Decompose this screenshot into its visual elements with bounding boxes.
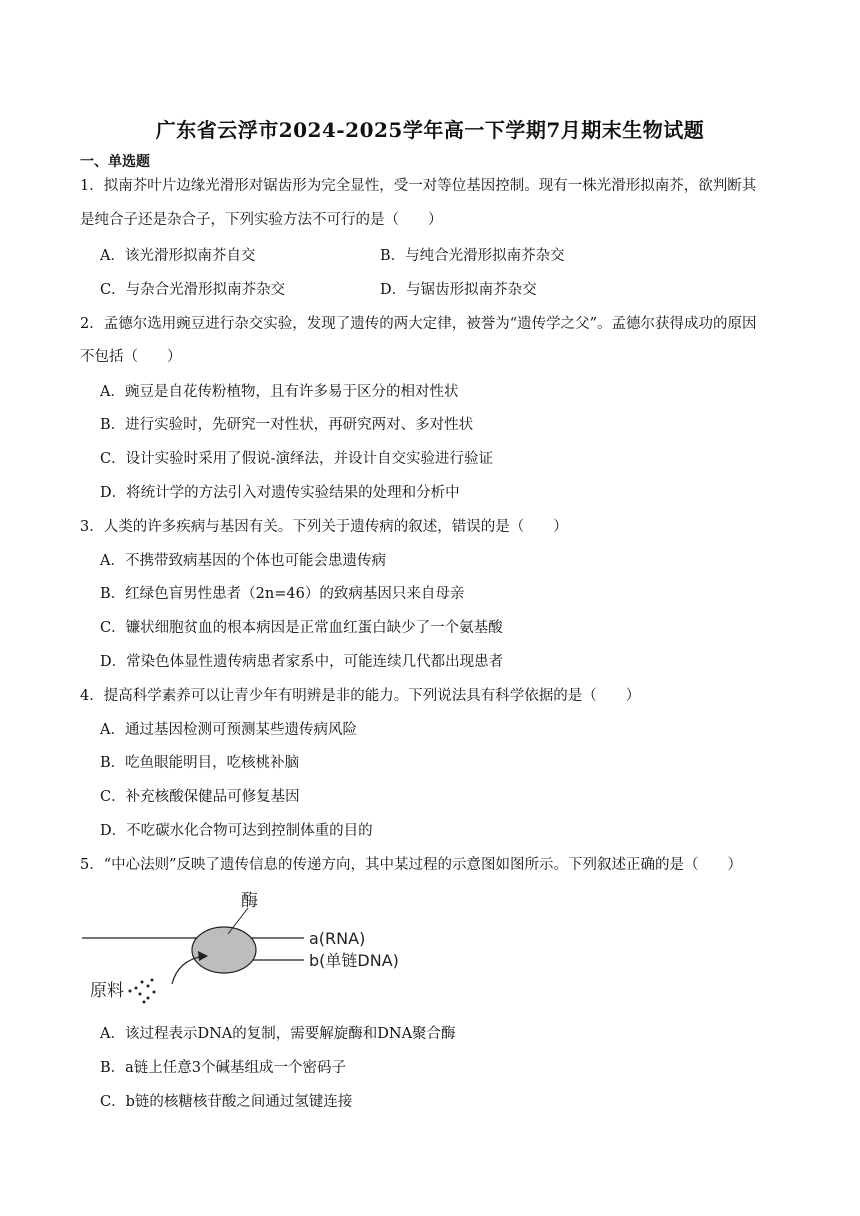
q2-option-a: A．豌豆是自花传粉植物，且有许多易于区分的相对性状 bbox=[100, 384, 459, 400]
enzyme-label: 酶 bbox=[241, 891, 258, 911]
q4-option-a: A．通过基因检测可预测某些遗传病风险 bbox=[100, 722, 357, 738]
q5-option-a: A．该过程表示DNA的复制，需要解旋酶和DNA聚合酶 bbox=[100, 1026, 456, 1042]
material-dots bbox=[129, 979, 156, 1004]
q3-option-a: A．不携带致病基因的个体也可能会患遗传病 bbox=[100, 553, 386, 569]
q2-option-d: D．将统计学的方法引入对遗传实验结果的处理和分析中 bbox=[100, 485, 460, 501]
q1-option-b: B．与纯合光滑形拟南芥杂交 bbox=[380, 248, 565, 264]
q5-option-c: C．b链的核糖核苷酸之间通过氢键连接 bbox=[100, 1094, 353, 1110]
section-heading: 一、单选题 bbox=[80, 154, 150, 170]
page-title: 广东省云浮市2024-2025学年高一下学期7月期末生物试题 bbox=[155, 118, 705, 142]
q3-option-d: D．常染色体显性遗传病患者家系中，可能连续几代都出现患者 bbox=[100, 654, 504, 670]
q3-stem: 3．人类的许多疾病与基因有关。下列关于遗传病的叙述，错误的是（ ） bbox=[80, 519, 568, 535]
q2-stem-line2: 不包括（ ） bbox=[80, 349, 182, 365]
q5-stem: 5．“中心法则”反映了遗传信息的传递方向，其中某过程的示意图如图所示。下列叙述正确的是（ ） bbox=[80, 857, 743, 873]
strand-b-label: b(单链DNA) bbox=[309, 951, 399, 970]
q3-option-c: C．镰状细胞贫血的根本病因是正常血红蛋白缺少了一个氨基酸 bbox=[100, 620, 503, 636]
q2-stem-line1: 2．孟德尔选用豌豆进行杂交实验，发现了遗传的两大定律，被誉为“遗传学之父”。孟德尔获得成功的原因 bbox=[80, 316, 757, 332]
q2-option-b: B．进行实验时，先研究一对性状，再研究两对、多对性状 bbox=[100, 417, 474, 433]
q1-option-c: C．与杂合光滑形拟南芥杂交 bbox=[100, 282, 286, 298]
transcription-diagram bbox=[78, 888, 438, 1013]
q4-option-b: B．吃鱼眼能明目，吃核桃补脑 bbox=[100, 755, 300, 771]
q3-option-b: B．红绿色盲男性患者（2n=46）的致病基因只来自母亲 bbox=[100, 586, 465, 602]
q5-option-b: B．a链上任意3个碱基组成一个密码子 bbox=[100, 1060, 347, 1076]
q1-stem-line2: 是纯合子还是杂合子，下列实验方法不可行的是（ ） bbox=[80, 212, 443, 228]
q4-stem: 4．提高科学素养可以让青少年有明辨是非的能力。下列说法具有科学依据的是（ ） bbox=[80, 688, 641, 704]
q1-stem-line1: 1．拟南芥叶片边缘光滑形对锯齿形为完全显性，受一对等位基因控制。现有一株光滑形拟南芥，欲判断其 bbox=[80, 178, 757, 194]
q4-option-d: D．不吃碳水化合物可达到控制体重的目的 bbox=[100, 823, 373, 839]
q1-option-a: A．该光滑形拟南芥自交 bbox=[100, 248, 256, 264]
q4-option-c: C．补充核酸保健品可修复基因 bbox=[100, 789, 300, 805]
q1-option-d: D．与锯齿形拟南芥杂交 bbox=[380, 282, 537, 298]
material-label: 原料 bbox=[90, 981, 124, 1001]
strand-a-label: a(RNA) bbox=[309, 929, 366, 948]
enzyme-ellipse bbox=[192, 927, 256, 973]
q2-option-c: C．设计实验时采用了假说-演绎法，并设计自交实验进行验证 bbox=[100, 451, 493, 467]
